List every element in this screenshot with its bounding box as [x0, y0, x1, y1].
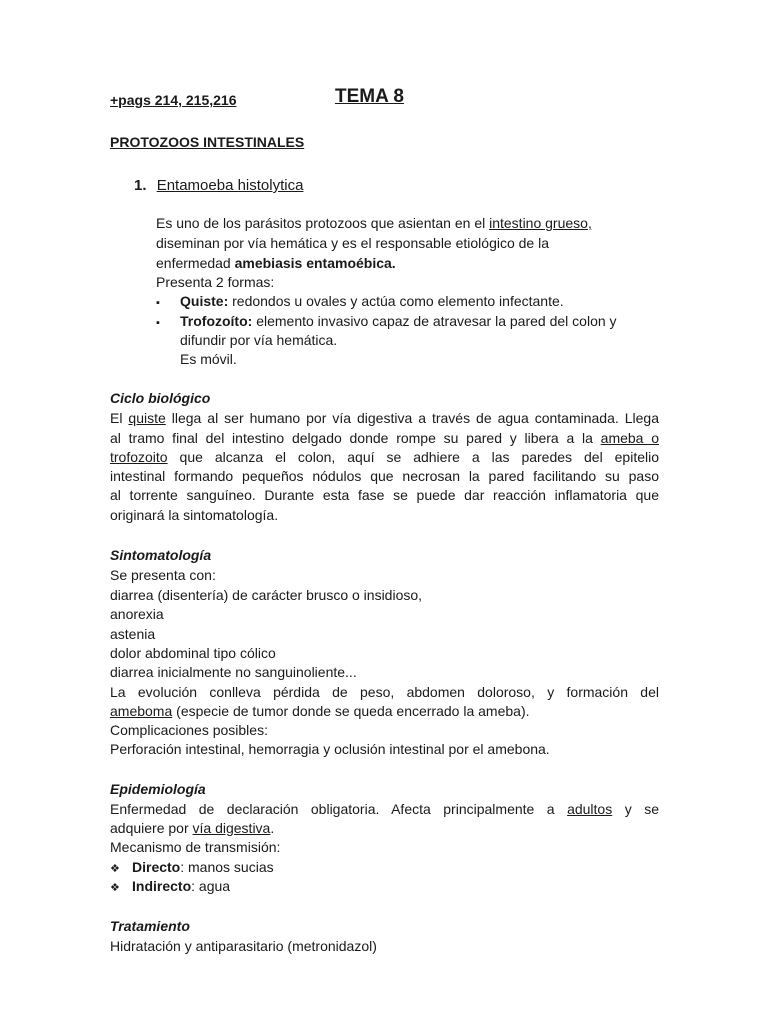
- sinto-line: dolor abdominal tipo cólico: [110, 645, 276, 661]
- topic-title: TEMA 8: [335, 86, 404, 107]
- section-title: PROTOZOOS INTESTINALES: [110, 134, 305, 150]
- epi-mode-indirecto: ❖ Indirecto: agua: [110, 877, 230, 898]
- intro-line-3: enfermedad amebiasis entamoébica.: [156, 255, 396, 271]
- epi-line-2: adquiere por vía digestiva.: [110, 820, 275, 836]
- organism-name: Entamoeba histolytica: [156, 177, 304, 194]
- sinto-line: astenia: [110, 626, 156, 642]
- trat-heading: Tratamiento: [110, 918, 190, 934]
- sinto-line: diarrea inicialmente no sanguinoliente...: [110, 664, 357, 680]
- epi-heading: Epidemiología: [110, 781, 206, 797]
- ciclo-heading: Ciclo biológico: [110, 390, 211, 406]
- sinto-evolucion: La evolución conlleva pérdida de peso, abdomen doloroso, y formación del: [110, 684, 659, 700]
- ciclo-line-2: al tramo final del intestino delgado donde rompe su pared y libera a la ameba o: [110, 430, 659, 446]
- header-row: [110, 91, 237, 110]
- epi-line-3: Mecanismo de transmisión:: [110, 839, 281, 855]
- trat-text: Hidratación y antiparasitario (metronidazol): [110, 938, 377, 954]
- form-trofozoito-cont-1: difundir por vía hemática.: [180, 332, 338, 348]
- square-bullet-icon: ▪: [156, 297, 160, 309]
- sinto-heading: Sintomatología: [110, 547, 212, 563]
- sinto-line: anorexia: [110, 606, 164, 622]
- diamond-bullet-icon: ❖: [110, 863, 120, 875]
- epi-line-1: Enfermedad de declaración obligatoria. Afecta principalmente a adultos y se: [110, 801, 659, 817]
- intro-line-1: Es uno de los parásitos protozoos que asientan en el intestino grueso,: [156, 215, 592, 231]
- sinto-line: diarrea (disentería) de carácter brusco o insidioso,: [110, 587, 423, 603]
- form-quiste: ▪ Quiste: redondos u ovales y actúa como elemento infectante.: [156, 292, 564, 313]
- intro-line-4: Presenta 2 formas:: [156, 274, 275, 290]
- ciclo-line-6: originará la sintomatología.: [110, 507, 279, 523]
- epi-mode-directo: ❖ Directo: manos sucias: [110, 858, 274, 879]
- square-bullet-icon: ▪: [156, 317, 160, 329]
- sinto-perforacion: Perforación intestinal, hemorragia y oclusión intestinal por el amebona.: [110, 741, 550, 757]
- form-trofozoito-cont-2: Es móvil.: [180, 351, 237, 367]
- ciclo-line-3: trofozoito que alcanza el colon, aquí se adhiere a las paredes del epitelio: [110, 449, 659, 465]
- item-heading: 1. Entamoeba histolytica: [134, 177, 304, 194]
- sinto-complicaciones: Complicaciones posibles:: [110, 722, 268, 738]
- ciclo-line-1: El quiste llega al ser humano por vía digestiva a través de agua contaminada. Llega: [110, 410, 659, 426]
- ciclo-line-4: intestinal formando pequeños nódulos que necrosan la pared facilitando su paso: [110, 468, 659, 484]
- sinto-line: Se presenta con:: [110, 567, 216, 583]
- diamond-bullet-icon: ❖: [110, 882, 120, 894]
- page-references: +pags 214, 215,216: [110, 92, 237, 108]
- form-trofozoito: ▪ Trofozoíto: elemento invasivo capaz de atravesar la pared del colon y: [156, 312, 617, 333]
- sinto-ameboma: ameboma (especie de tumor donde se queda encerrado la ameba).: [110, 703, 530, 719]
- intro-line-2: diseminan por vía hemática y es el responsable etiológico de la: [156, 235, 550, 251]
- ciclo-line-5: al torrente sanguíneo. Durante esta fase se puede dar reacción inflamatoria que: [110, 487, 659, 503]
